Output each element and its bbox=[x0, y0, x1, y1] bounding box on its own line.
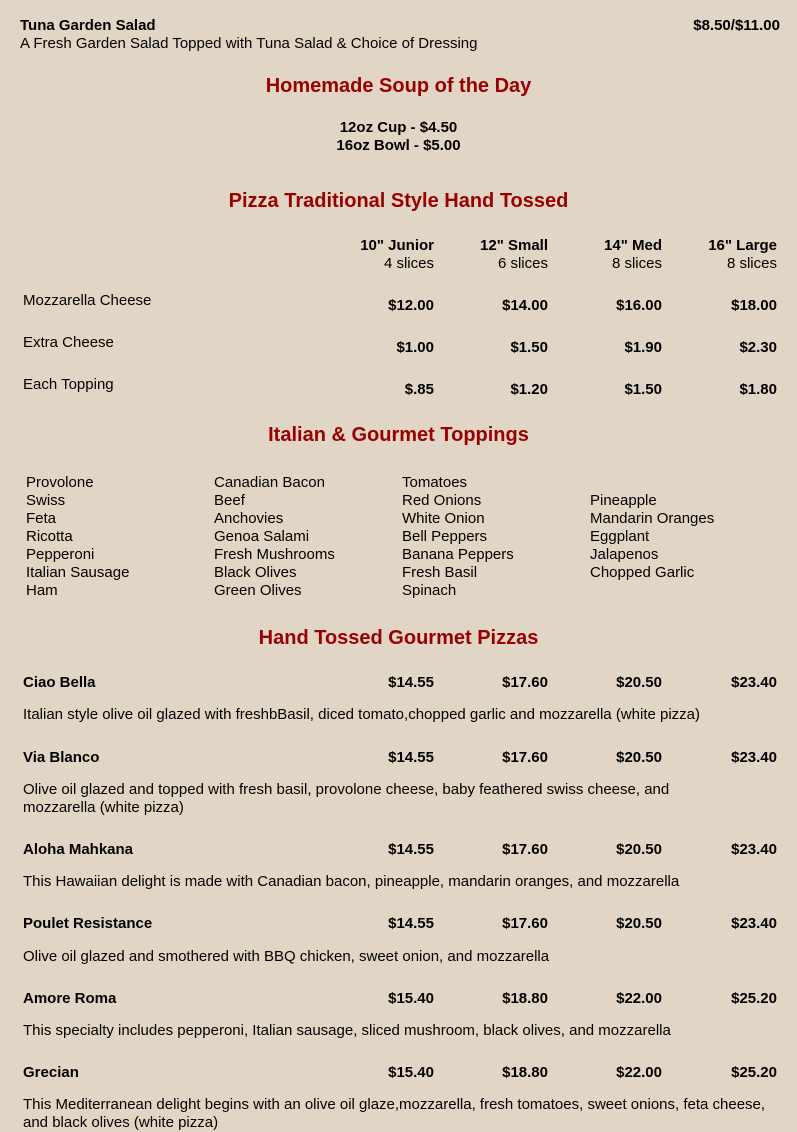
price-cell: $15.40 bbox=[388, 1064, 434, 1081]
price-cell: $20.50 bbox=[616, 841, 662, 858]
topping-item: Mandarin Oranges bbox=[590, 510, 715, 527]
topping-item: Ricotta bbox=[26, 528, 73, 545]
size-slices: 8 slices bbox=[611, 255, 662, 272]
salad-name: Tuna Garden Salad bbox=[20, 17, 156, 34]
topping-item: Fresh Mushrooms bbox=[214, 546, 335, 563]
pizza-description: This specialty includes pepperoni, Italian sausage, sliced mushroom, black olives, and mozzarella bbox=[23, 1022, 671, 1039]
price-cell: $1.50 bbox=[510, 339, 548, 356]
price-cell: $17.60 bbox=[502, 674, 548, 691]
toppings-column-meats bbox=[214, 474, 399, 600]
topping-item: Ham bbox=[26, 582, 58, 599]
pizza-name: Via Blanco bbox=[23, 749, 100, 766]
price-cell: $22.00 bbox=[616, 1064, 662, 1081]
price-cell: $25.20 bbox=[731, 990, 777, 1007]
price-cell: $20.50 bbox=[616, 749, 662, 766]
size-slices: 8 slices bbox=[726, 255, 777, 272]
pizza-description: This Hawaiian delight is made with Canadian bacon, pineapple, mandarin oranges, and mozzarella bbox=[23, 873, 680, 890]
gourmet-pizza-row bbox=[0, 841, 797, 859]
price-cell: $25.20 bbox=[731, 1064, 777, 1081]
soup-bowl-price: 16oz Bowl - $5.00 bbox=[336, 137, 461, 154]
price-cell: $23.40 bbox=[731, 915, 777, 932]
price-cell: $2.30 bbox=[739, 339, 777, 356]
topping-item: Pineapple bbox=[590, 492, 657, 509]
size-slices-row bbox=[0, 255, 797, 273]
topping-item: Pepperoni bbox=[26, 546, 95, 563]
toppings-column-cheese-meats bbox=[26, 474, 211, 600]
price-cell: $16.00 bbox=[616, 297, 662, 314]
size-name: 14" Med bbox=[604, 237, 662, 254]
size-name: 10" Junior bbox=[360, 237, 434, 254]
price-cell: $17.60 bbox=[502, 915, 548, 932]
price-cell: $14.55 bbox=[388, 841, 434, 858]
topping-item: Feta bbox=[26, 510, 57, 527]
topping-item: Genoa Salami bbox=[214, 528, 310, 545]
price-cell: $14.55 bbox=[388, 915, 434, 932]
pizza-description: Olive oil glazed and smothered with BBQ chicken, sweet onion, and mozzarella bbox=[23, 948, 550, 965]
topping-item: Anchovies bbox=[214, 510, 284, 527]
gourmet-pizza-row bbox=[0, 1064, 797, 1082]
topping-item: Fresh Basil bbox=[402, 564, 478, 581]
row-label: Mozzarella Cheese bbox=[23, 292, 152, 309]
price-cell: $23.40 bbox=[731, 841, 777, 858]
price-cell: $17.60 bbox=[502, 841, 548, 858]
size-slices: 6 slices bbox=[497, 255, 548, 272]
price-cell: $20.50 bbox=[616, 674, 662, 691]
price-cell: $1.80 bbox=[739, 381, 777, 398]
toppings-column-vegetables bbox=[402, 474, 587, 600]
price-row-extra-cheese bbox=[0, 334, 797, 356]
topping-item: Beef bbox=[214, 492, 245, 509]
pizza-name: Ciao Bella bbox=[23, 674, 96, 691]
price-cell: $18.00 bbox=[731, 297, 777, 314]
soup-heading: Homemade Soup of the Day bbox=[265, 75, 532, 97]
gourmet-pizzas-heading: Hand Tossed Gourmet Pizzas bbox=[258, 627, 539, 649]
salad-description: A Fresh Garden Salad Topped with Tuna Salad & Choice of Dressing bbox=[20, 35, 478, 52]
pizza-name: Grecian bbox=[23, 1064, 79, 1081]
price-cell: $15.40 bbox=[388, 990, 434, 1007]
price-cell: $20.50 bbox=[616, 915, 662, 932]
topping-item: Jalapenos bbox=[590, 546, 659, 563]
toppings-heading: Italian & Gourmet Toppings bbox=[268, 424, 529, 446]
size-name: 12" Small bbox=[480, 237, 548, 254]
price-cell: $18.80 bbox=[502, 990, 548, 1007]
price-cell: $1.00 bbox=[396, 339, 434, 356]
topping-item: Red Onions bbox=[402, 492, 482, 509]
topping-item: Italian Sausage bbox=[26, 564, 130, 581]
topping-item: Spinach bbox=[402, 582, 457, 599]
price-cell: $1.50 bbox=[624, 381, 662, 398]
pizza-name: Poulet Resistance bbox=[23, 915, 153, 932]
salad-price: $8.50/$11.00 bbox=[693, 17, 780, 34]
topping-item: Chopped Garlic bbox=[590, 564, 695, 581]
pizza-name: Aloha Mahkana bbox=[23, 841, 134, 858]
pizza-description: Italian style olive oil glazed with freshbBasil, diced tomato,chopped garlic and mozzarella (white pizza) bbox=[23, 706, 701, 723]
topping-item: Eggplant bbox=[590, 528, 650, 545]
topping-item: White Onion bbox=[402, 510, 485, 527]
gourmet-pizza-row bbox=[0, 749, 797, 767]
row-label: Each Topping bbox=[23, 376, 114, 393]
pizza-description: This Mediterranean delight begins with an olive oil glaze,mozzarella, fresh tomatoes, sweet onions, feta cheese, and black olives (white pizza) bbox=[23, 1096, 766, 1131]
toppings-column-fruit-extras bbox=[590, 492, 775, 582]
topping-item: Black Olives bbox=[214, 564, 297, 581]
price-cell: $18.80 bbox=[502, 1064, 548, 1081]
price-row-mozzarella bbox=[0, 292, 797, 314]
price-cell: $23.40 bbox=[731, 674, 777, 691]
price-cell: $.85 bbox=[404, 381, 434, 398]
traditional-pizza-heading: Pizza Traditional Style Hand Tossed bbox=[228, 190, 569, 212]
gourmet-pizza-row bbox=[0, 990, 797, 1008]
pizza-description: Olive oil glazed and topped with fresh basil, provolone cheese, baby feathered swiss cheese, and mozzarella (white pizza) bbox=[23, 781, 670, 816]
topping-item: Provolone bbox=[26, 474, 94, 491]
size-slices: 4 slices bbox=[383, 255, 434, 272]
size-header-row bbox=[0, 237, 797, 255]
topping-item: Bell Peppers bbox=[402, 528, 488, 545]
pizza-name: Amore Roma bbox=[23, 990, 117, 1007]
price-cell: $1.90 bbox=[624, 339, 662, 356]
price-cell: $1.20 bbox=[510, 381, 548, 398]
gourmet-pizza-row bbox=[0, 915, 797, 933]
topping-item: Canadian Bacon bbox=[214, 474, 325, 491]
topping-item: Swiss bbox=[26, 492, 66, 509]
price-cell: $23.40 bbox=[731, 749, 777, 766]
topping-item: Tomatoes bbox=[402, 474, 468, 491]
soup-cup-price: 12oz Cup - $4.50 bbox=[339, 119, 458, 136]
price-cell: $14.55 bbox=[388, 674, 434, 691]
price-cell: $12.00 bbox=[388, 297, 434, 314]
row-label: Extra Cheese bbox=[23, 334, 114, 351]
price-cell: $22.00 bbox=[616, 990, 662, 1007]
topping-item: Green Olives bbox=[214, 582, 302, 599]
price-cell: $14.00 bbox=[502, 297, 548, 314]
salad-item bbox=[20, 17, 780, 53]
price-cell: $14.55 bbox=[388, 749, 434, 766]
size-name: 16" Large bbox=[708, 237, 777, 254]
topping-item: Banana Peppers bbox=[402, 546, 514, 563]
price-row-each-topping bbox=[0, 376, 797, 398]
gourmet-pizza-row bbox=[0, 674, 797, 692]
price-cell: $17.60 bbox=[502, 749, 548, 766]
